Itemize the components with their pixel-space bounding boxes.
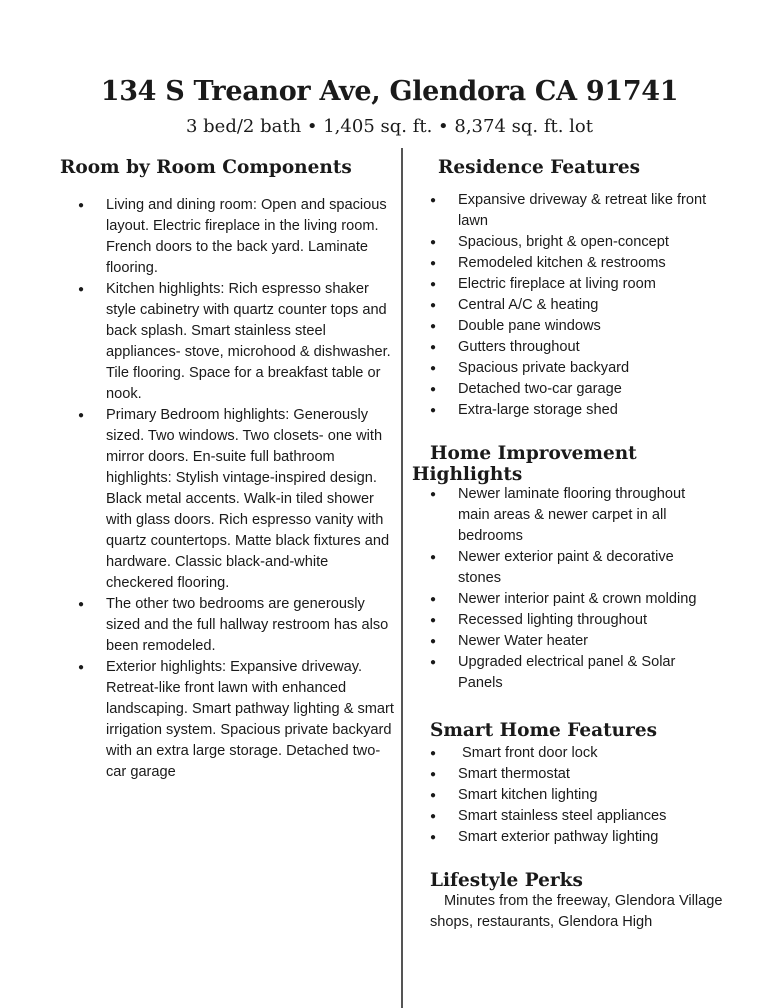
residence-features-heading: Residence Features [438,157,641,178]
list-item: ● Smart thermostat [430,764,720,785]
list-item: ● Smart stainless steel appliances [430,806,720,827]
page-subtitle: 3 bed/2 bath • 1,405 sq. ft. • 8,374 sq. ft. lot [185,116,593,137]
lifestyle-perks-text: Minutes from the freeway, Glendora Village shops, restaurants, Glendora High [430,893,723,930]
list-item: ● The other two bedrooms are generously sized and the full hallway restroom has also been remodeled. [78,594,396,657]
list-item: ● Detached two-car garage [430,379,720,400]
list-item: ● Central A/C & heating [430,295,720,316]
page-title: 134 S Treanor Ave, Glendora CA 91741 [100,76,679,107]
list-item: ● Newer exterior paint & decorative stones [430,547,720,589]
smart-home-list [430,743,720,848]
list-item: ● Spacious private backyard [430,358,720,379]
list-item: ● Expansive driveway & retreat like front lawn [430,190,720,232]
list-item: ● Upgraded electrical panel & Solar Panels [430,652,720,694]
list-item: ● Exterior highlights: Expansive driveway. Retreat-like front lawn with enhanced landscaping. Smart pathway lighting & smart irrigation system. Spacious private backyard with an extra large storage. Detached two-car garage [78,657,396,783]
column-divider [401,148,403,1008]
list-item: ● Smart exterior pathway lighting [430,827,720,848]
list-item: ● Living and dining room: Open and spacious layout. Electric fireplace in the living room. French doors to the back yard. Laminate flooring. [78,195,396,279]
list-item: ● Newer Water heater [430,631,720,652]
list-item: ● Newer interior paint & crown molding [430,589,720,610]
room-by-room-list [78,195,396,783]
room-by-room-heading: Room by Room Components [60,157,352,178]
list-item: ● Electric fireplace at living room [430,274,720,295]
list-item: ● Recessed lighting throughout [430,610,720,631]
list-item: ● Newer laminate flooring throughout main areas & newer carpet in all bedrooms [430,484,720,547]
list-item: ● Extra-large storage shed [430,400,720,421]
home-improvement-heading-line2: Highlights [412,464,523,485]
list-item: ● Double pane windows [430,316,720,337]
home-improvement-heading: Home Improvement [430,443,637,464]
list-item: ● Gutters throughout [430,337,720,358]
lifestyle-perks-heading: Lifestyle Perks [430,870,583,891]
list-item: ● Kitchen highlights: Rich espresso shaker style cabinetry with quartz counter tops and back splash. Smart stainless steel appliances- stove, microhood & dishwasher. Tile flooring. Space for a breakfast table or nook. [78,279,396,405]
list-item: ● Smart kitchen lighting [430,785,720,806]
smart-home-heading: Smart Home Features [430,720,658,741]
list-item: ● Primary Bedroom highlights: Generously sized. Two windows. Two closets- one with mirror doors. En-suite full bathroom highlights: Stylish vintage-inspired design. Black metal accents. Walk-in tiled shower with glass doors. Rich espresso vanity with quartz countertops. Matte black fixtures and hardware. Classic black-and-white checkered flooring. [78,405,396,594]
list-item: ● Smart front door lock [430,743,720,764]
list-item: ● Remodeled kitchen & restrooms [430,253,720,274]
residence-features-list [430,190,720,421]
home-improvement-list [430,484,720,694]
list-item: ● Spacious, bright & open-concept [430,232,720,253]
